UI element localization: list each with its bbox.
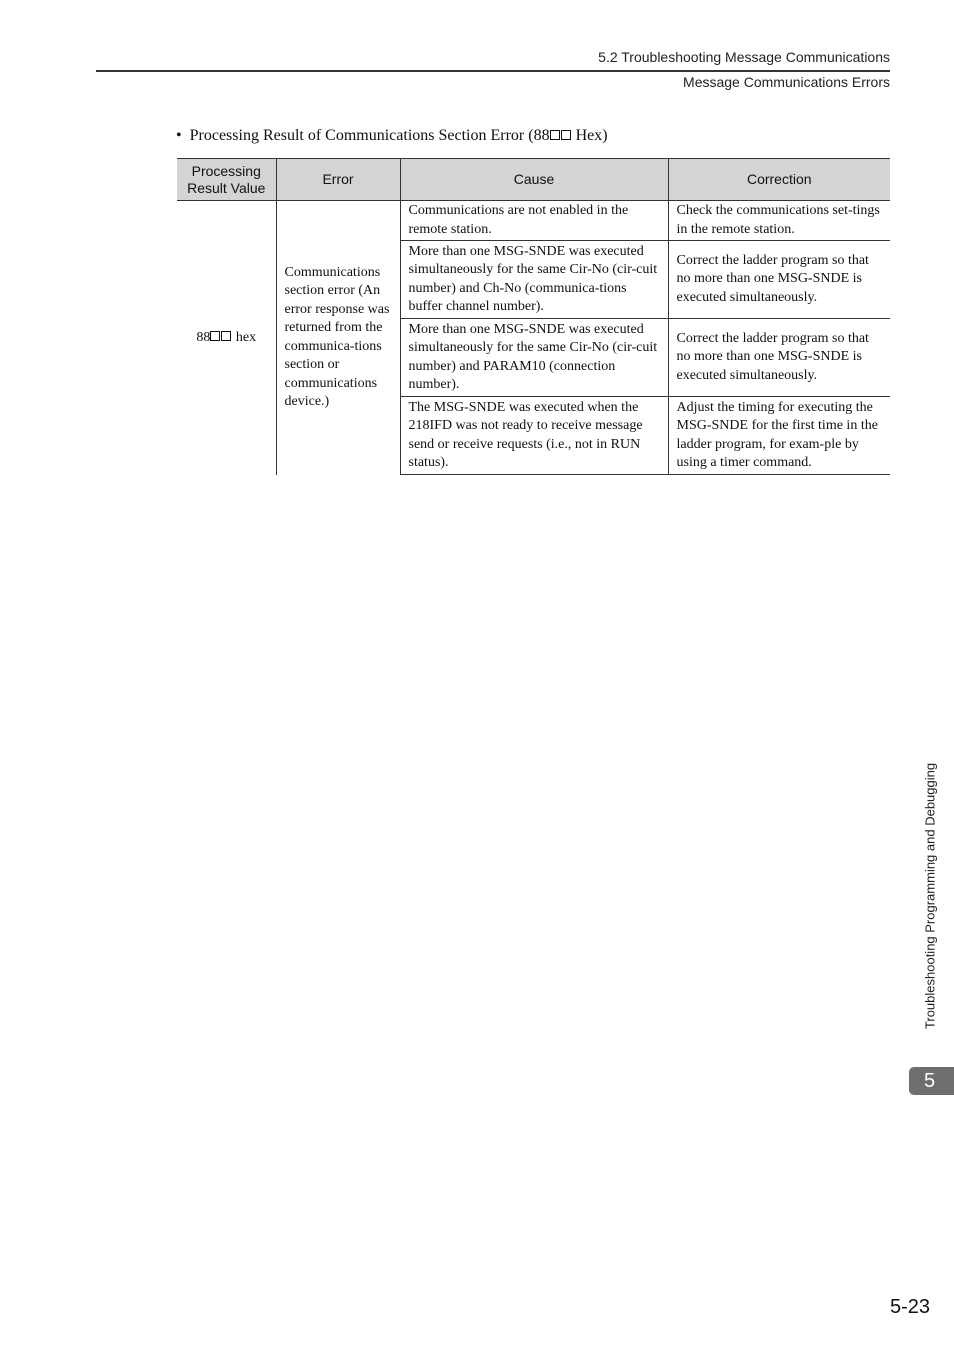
bullet-glyph: • [176, 127, 182, 144]
correction-cell: Adjust the timing for executing the MSG-SNDE for the first time in the ladder program, for exam-ple by using a timer command. [668, 397, 890, 475]
table-heading [176, 127, 608, 145]
table-row [177, 201, 890, 241]
chapter-tab [909, 1067, 954, 1095]
chapter-number: 5 [923, 1069, 936, 1092]
placeholder-box-icon [561, 130, 571, 140]
running-header-subsection: Message Communications Errors [683, 74, 890, 90]
error-description-cell: Communications section error (An error response was returned from the communica-tions section or communications device.) [276, 201, 400, 475]
cause-cell: More than one MSG-SNDE was executed simultaneously for the same Cir-No (cir-cuit number) and Ch-No (communica-tions buffer channel number). [400, 241, 668, 319]
column-header-line: Result Value [187, 179, 266, 196]
table-heading-text-start: Processing Result of Communications Section Error (88 [189, 127, 550, 144]
correction-cell: Correct the ladder program so that no more than one MSG-SNDE is executed simultaneously. [668, 319, 890, 397]
column-header-cause: Cause [400, 159, 668, 201]
header-rule [96, 70, 890, 72]
cause-cell: The MSG-SNDE was executed when the 218IFD was not ready to receive message send or receive requests (i.e., not in RUN status). [400, 397, 668, 475]
result-value-prefix: 88 [196, 329, 211, 345]
column-header-processing-result-value [177, 159, 276, 201]
table-header-row [177, 159, 890, 201]
cause-cell: More than one MSG-SNDE was executed simultaneously for the same Cir-No (cir-cuit number) and PARAM10 (connection number). [400, 319, 668, 397]
column-header-error: Error [276, 159, 400, 201]
placeholder-box-icon [221, 331, 231, 341]
result-value-suffix: hex [232, 329, 257, 345]
placeholder-box-icon [550, 130, 560, 140]
error-table [177, 158, 890, 475]
column-header-correction: Correction [668, 159, 890, 201]
correction-cell: Correct the ladder program so that no more than one MSG-SNDE is executed simultaneously. [668, 241, 890, 319]
table-heading-text-end: Hex) [571, 127, 608, 144]
column-header-line: Processing [191, 162, 261, 179]
running-header-section: 5.2 Troubleshooting Message Communications [598, 49, 890, 65]
page-number: 5-23 [889, 1296, 930, 1318]
correction-cell: Check the communications set-tings in the remote station. [668, 201, 890, 241]
cause-cell: Communications are not enabled in the remote station. [400, 201, 668, 241]
processing-result-value-cell [177, 201, 276, 475]
placeholder-box-icon [210, 331, 220, 341]
chapter-side-title: Troubleshooting Programming and Debugging [922, 762, 938, 1030]
